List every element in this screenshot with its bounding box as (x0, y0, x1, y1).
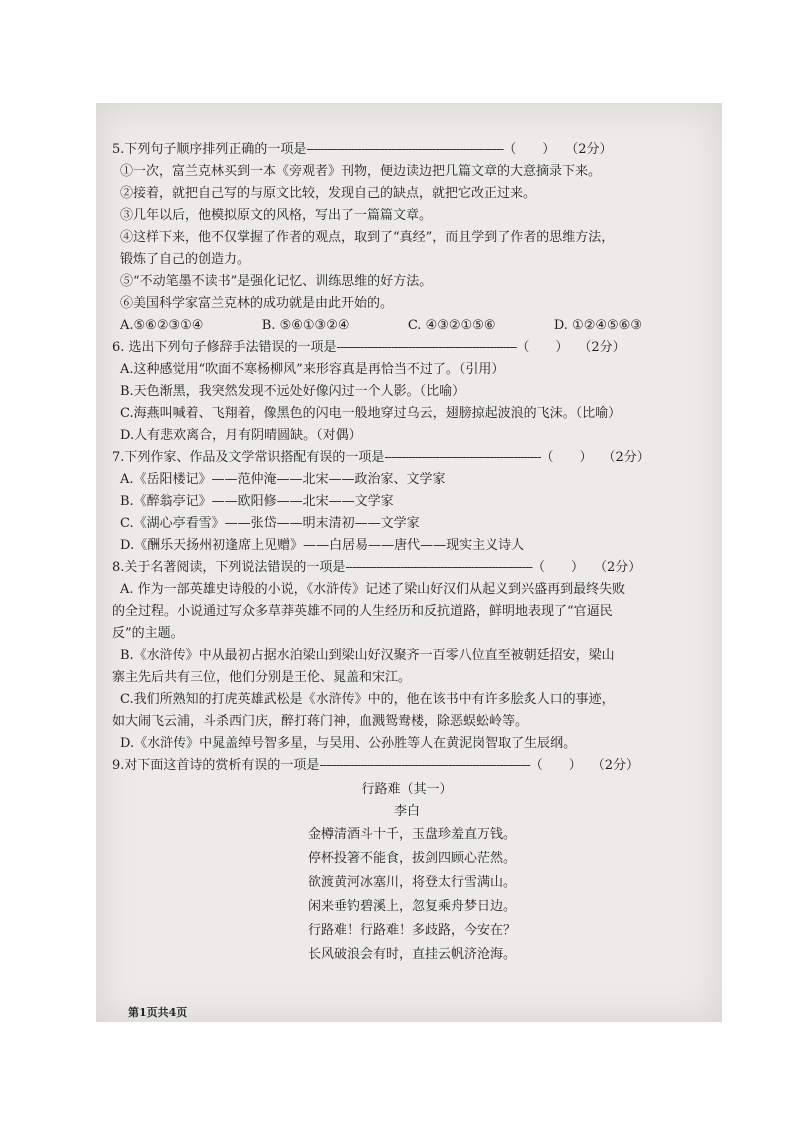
option-d-line-1: D.《水浒传》中晁盖绰号智多星，与吴用、公孙胜等人在黄泥岗智取了生辰纲。 (120, 736, 577, 751)
option-d: D. ①②④⑤⑥③ (553, 318, 642, 333)
option-a: A.《岳阳楼记》——范仲淹——北宋——政治家、文学家 (120, 472, 446, 487)
option-a: A.这种感觉用“吹面不寒杨柳风”来形容真是再恰当不过了。（引用） (120, 362, 505, 377)
sentence-6: ⑥美国科学家富兰克林的成功就是由此开始的。 (120, 296, 394, 311)
poem-line: 金樽清酒斗十千，玉盘珍羞直万钱。 (308, 827, 517, 842)
answer-blank: （ ） (503, 142, 556, 157)
answer-leader: ------------------------------------------------------- (345, 560, 532, 575)
option-a-line-3: 反”的主题。 (112, 626, 184, 641)
option-c-line-1: C.我们所熟知的打虎英雄武松是《水浒传》中的，他在该书中有许多脍炙人口的事迹， (120, 692, 615, 707)
option-c-line-2: 如大闹飞云浦，斗杀西门庆，醉打蒋门神，血溅鸳鸯楼，除恶蜈蚣岭等。 (112, 714, 529, 729)
sentence-2: ②接着，就把自己写的与原文比较，发现自己的缺点，就把它改正过来。 (120, 186, 537, 201)
sentence-5: ⑤“不动笔墨不读书”是强化记忆、训练思维的好方法。 (120, 274, 433, 289)
sentence-4-cont: 锻炼了自己的创造力。 (120, 252, 251, 267)
score-label: （2分） (578, 340, 626, 355)
answer-blank: （ ） (532, 560, 585, 575)
question-8-stem (112, 557, 702, 579)
poem-line: 长风破浪会有时，直挂云帆济沧海。 (308, 947, 517, 962)
answer-blank: （ ） (540, 450, 593, 465)
option-d: D.人有悲欢离合，月有阴晴圆缺。（对偶） (120, 428, 362, 443)
question-5-options (112, 315, 702, 337)
answer-blank: （ ） (516, 340, 569, 355)
answer-leader: -------------------------------------------------------------- (319, 758, 530, 773)
exam-content (112, 139, 702, 967)
answer-leader: ---------------------------------------------------------- (306, 142, 504, 157)
option-b: B. ⑤⑥①③②④ (261, 318, 350, 333)
question-7-stem (112, 447, 702, 469)
question-stem-text: 9.对下面这首诗的赏析有误的一项是 (112, 758, 320, 773)
option-d: D.《酬乐天扬州初逢席上见赠》——白居易——唐代——现实主义诗人 (120, 538, 525, 553)
question-stem-text: 5.下列句子顺序排列正确的一项是 (112, 142, 307, 157)
question-stem-text: 6. 选出下列句子修辞手法错误的一项是 (112, 340, 337, 355)
question-9-stem (112, 755, 702, 777)
option-b-line-1: B.《水浒传》中从最初占据水泊梁山到梁山好汉聚齐一百零八位直至被朝廷招安，梁山 (120, 648, 615, 663)
poem-line: 行路难！行路难！多歧路，今安在？ (308, 923, 517, 938)
option-a-line-1: A. 作为一部英雄史诗般的小说，《水浒传》记述了梁山好汉们从起义到兴盛再到最终失败 (120, 582, 626, 597)
sentence-1: ①一次，富兰克林买到一本《旁观者》刊物，便边读边把几篇文章的大意摘录下来。 (120, 164, 602, 179)
option-b: B.天色渐黑，我突然发现不远处好像闪过一个人影。（比喻） (120, 384, 466, 399)
sentence-4: ④这样下来，他不仅掌握了作者的观点，取到了“真经”，而且学到了作者的思维方法， (120, 230, 615, 245)
score-label: （2分） (594, 560, 642, 575)
poem-author: 李白 (393, 804, 420, 819)
option-a-line-2: 的全过程。小说通过写众多草莽英雄不同的人生经历和反抗道路，鲜明地表现了“官逼民 (112, 604, 613, 619)
answer-leader: ---------------------------------------------- (384, 450, 541, 465)
option-c: C.《湖心亭看雪》——张岱——明末清初——文学家 (120, 516, 420, 531)
question-stem-text: 7.下列作家、作品及文学常识搭配有误的一项是 (112, 450, 385, 465)
poem-title: 行路难（其一） (361, 782, 453, 797)
sentence-3: ③几年以后，他模拟原文的风格，写出了一篇篇文章。 (120, 208, 433, 223)
question-5-stem (112, 139, 702, 161)
poem-line: 闲来垂钓碧溪上，忽复乘舟梦日边。 (308, 899, 517, 914)
option-c: C. ④③②①⑤⑥ (407, 318, 496, 333)
option-b: B.《醉翁亭记》——欧阳修——北宋——文学家 (120, 494, 394, 509)
answer-leader: ----------------------------------------------------- (336, 340, 517, 355)
score-label: （2分） (591, 758, 640, 773)
poem-line: 停杯投箸不能食，拔剑四顾心茫然。 (308, 851, 517, 866)
question-6-stem (112, 337, 702, 359)
score-label: （2分） (602, 450, 650, 465)
poem-line: 欲渡黄河冰塞川，将登太行雪满山。 (308, 875, 517, 890)
page-footer: 第1页共4页 (128, 1006, 188, 1019)
option-b-line-2: 寨主先后共有三位，他们分别是王伦、晁盖和宋江。 (112, 670, 412, 685)
question-stem-text: 8.关于名著阅读，下列说法错误的一项是 (112, 560, 346, 575)
poem-body (308, 823, 702, 967)
exam-page (96, 103, 722, 1022)
option-c: C.海燕叫喊着、飞翔着，像黑色的闪电一般地穿过乌云，翅膀掠起波浪的飞沫。（比喻） (120, 406, 622, 421)
answer-blank: （ ） (529, 758, 582, 773)
option-a: A.⑤⑥②③①④ (120, 318, 204, 333)
score-label: （2分） (565, 142, 613, 157)
